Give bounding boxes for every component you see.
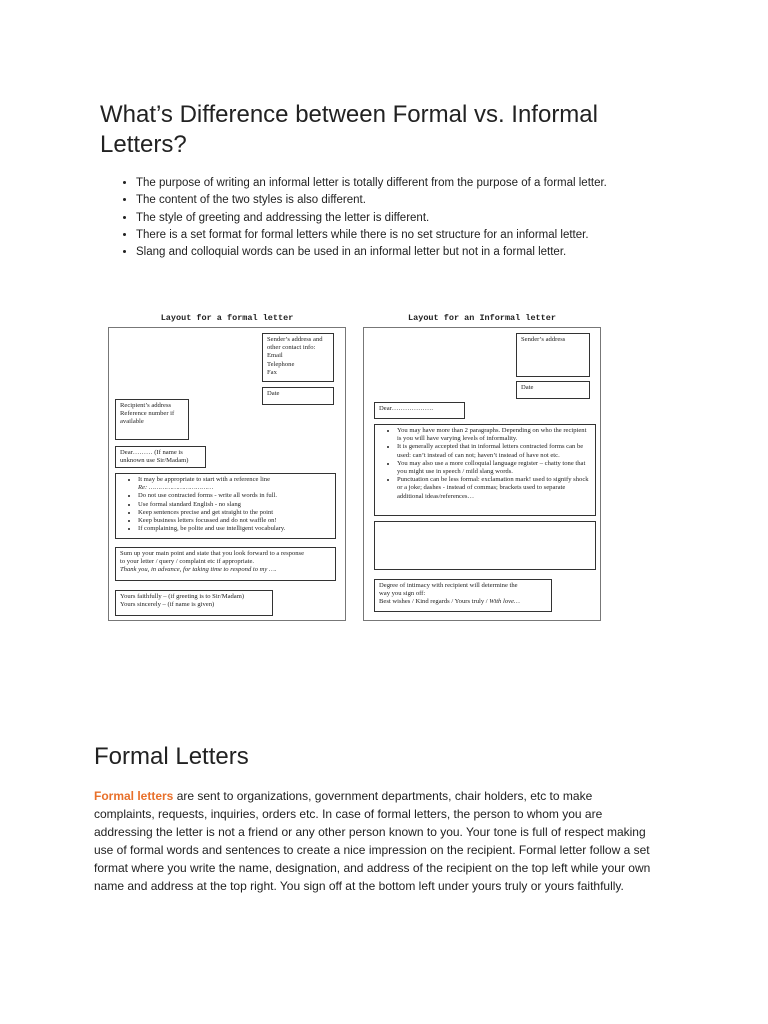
box-text: Sum up your main point and state that you look forward to a response xyxy=(120,550,305,557)
list-item: • Use formal standard English - no slang xyxy=(138,501,331,509)
box-text: Date xyxy=(521,384,534,391)
box-text: Yours sincerely – (if name is given) xyxy=(120,601,215,609)
signoff-box xyxy=(374,579,552,612)
box-text: Yours faithfully – (if greeting is to Sir/Madam) xyxy=(120,593,245,600)
list-item: • Slang and colloquial words can be used in an informal letter but not in a formal letter. xyxy=(136,244,656,261)
informal-layout-title: Layout for an Informal letter xyxy=(408,313,556,323)
list-item: • There is a set format for formal letters while there is no set structure for an informal letter. xyxy=(136,227,656,244)
list-item: • You may also use a more colloquial language register – chatty tone that you might use in speech / mild slang words. xyxy=(397,460,591,476)
section-heading: Formal Letters xyxy=(94,743,249,770)
formal-letter-layout xyxy=(108,313,346,621)
summary-box xyxy=(115,547,336,581)
box-text: Best wishes / Kind regards / Yours truly / xyxy=(379,598,490,606)
box-text: Sender’s address xyxy=(521,336,566,343)
dear-box xyxy=(115,446,206,468)
list-item xyxy=(138,476,331,492)
formal-layout-frame xyxy=(108,327,346,621)
signoff-box xyxy=(115,590,273,616)
box-text: Email xyxy=(267,352,283,360)
list-item: • Keep business letters focussed and do not waffle on! xyxy=(138,517,331,525)
box-text: Thank you, in advance, for taking time to respond to my …. xyxy=(120,566,277,574)
sender-address-box xyxy=(516,333,590,377)
box-text: Telephone xyxy=(267,360,295,368)
informal-layout-frame xyxy=(363,327,601,621)
box-text: Fax xyxy=(267,368,277,376)
page-heading: What’s Difference between Formal vs. Informal Letters? xyxy=(100,101,598,158)
list-item: • The content of the two styles is also different. xyxy=(136,192,656,209)
paragraph-text: are sent to organizations, government departments, chair holders, etc to make complaints, requests, inquiries, orders etc. In case of formal letters, the person to whom you are addressing the letter is not a friend or any other person known to you. Your tone is full of respect making use of formal words and sentences to create a nice impression on the recipient. Formal letter follow a set format where you write the name, designation, and address of the recipient on the top left while your own name and address at the top right. You sign off at the bottom left under yours truly or yours faithfully. xyxy=(94,789,651,893)
date-box xyxy=(516,381,590,399)
list-item: • Keep sentences precise and get straight to the point xyxy=(138,509,331,517)
box-text: to your letter / query / complaint etc if appropriate. xyxy=(120,558,255,566)
lead-link[interactable]: Formal letters xyxy=(94,789,174,803)
informal-tips-box xyxy=(374,424,596,516)
box-text: Degree of intimacy with recipient will determine the xyxy=(379,582,518,589)
difference-bullet-list xyxy=(118,175,656,261)
list-item: • It is generally accepted that in informal letters contracted forms can be used: can’t instead of can not; haven’t instead of have not etc. xyxy=(397,443,591,459)
dear-box xyxy=(374,402,465,419)
formal-layout-title: Layout for a formal letter xyxy=(160,313,294,323)
box-text: Sender’s address and xyxy=(267,336,323,343)
informal-letter-layout xyxy=(363,313,601,621)
box-text: Dear……… (If name is xyxy=(120,449,183,456)
date-box xyxy=(262,387,334,405)
box-text: other contact info: xyxy=(267,344,316,352)
recipient-address-box xyxy=(115,399,189,440)
box-text: Reference number if xyxy=(120,410,175,418)
sender-address-box xyxy=(262,333,334,382)
list-item: • Do not use contracted forms - write all words in full. xyxy=(138,492,331,500)
box-text: With love… xyxy=(489,598,520,606)
list-item: • The purpose of writing an informal letter is totally different from the purpose of a formal letter. xyxy=(136,175,656,192)
box-text: available xyxy=(120,418,144,426)
formal-rules-box xyxy=(115,473,336,539)
formal-letters-paragraph xyxy=(94,787,654,895)
list-item: • The style of greeting and addressing the letter is different. xyxy=(136,210,656,227)
box-text: way you sign off: xyxy=(379,590,426,598)
box-text: Dear………………. xyxy=(379,405,434,412)
box-text: unknown use Sir/Madam) xyxy=(120,457,189,465)
list-item: • You may have more than 2 paragraphs. Depending on who the recipient is you will have varying levels of informality. xyxy=(397,427,591,443)
empty-paragraph-box xyxy=(374,521,596,570)
list-item: • If complaining, be polite and use intelligent vocabulary. xyxy=(138,525,331,533)
box-text: It may be appropriate to start with a reference line xyxy=(138,476,270,483)
box-text: Recipient’s address xyxy=(120,402,172,409)
re-line: Re: …………………………… xyxy=(138,484,214,492)
box-text: Date xyxy=(267,390,280,397)
list-item: • Punctuation can be less formal: exclamation mark! used to signify shock or a joke; dashes - instead of commas; brackets used to separate additional ideas/references… xyxy=(397,476,591,501)
